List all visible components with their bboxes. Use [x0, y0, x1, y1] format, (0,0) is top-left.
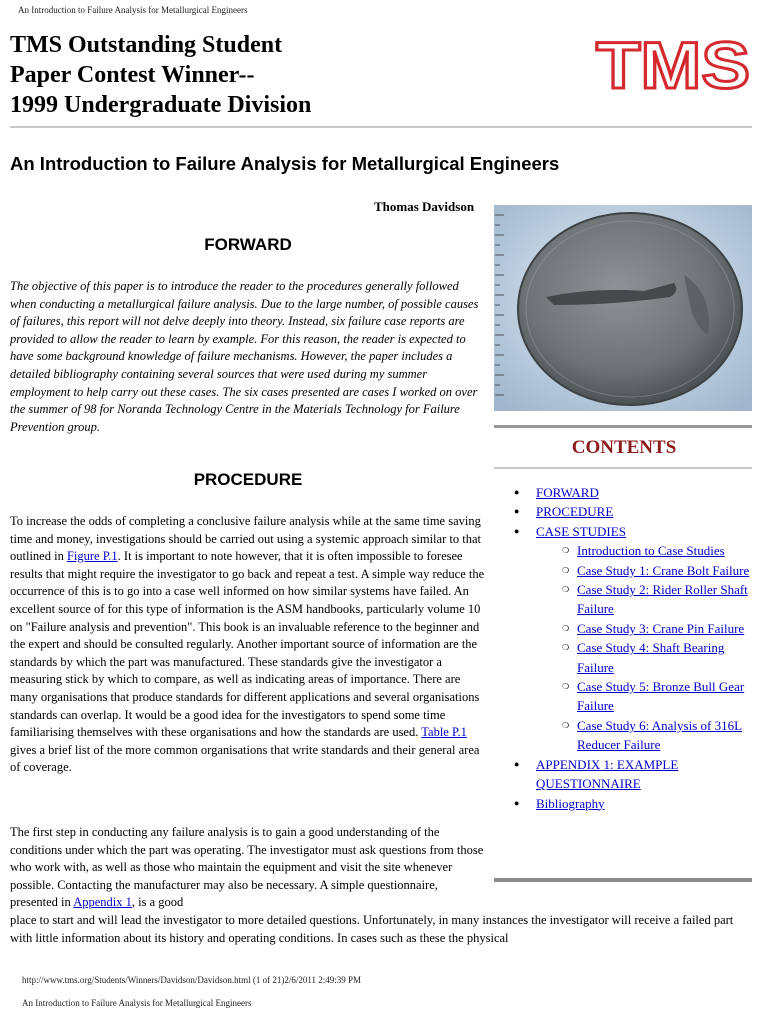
case-studies-sublist: [536, 541, 756, 754]
tms-logo: [594, 34, 752, 94]
banner-line-2: Paper Contest Winner--: [10, 62, 255, 88]
procedure-paragraph-1: [10, 513, 488, 777]
header-divider: [10, 126, 752, 128]
list-item: [506, 502, 756, 521]
toc-link-case-5[interactable]: Case Study 5: Bronze Bull Gear Failure: [577, 679, 745, 714]
procedure-heading: PROCEDURE: [193, 470, 303, 489]
list-item: [536, 677, 756, 716]
list-item: [506, 522, 756, 755]
list-item: [506, 794, 756, 813]
banner-line-3: 1999 Undergraduate Division: [10, 92, 312, 118]
logo-text: TMS: [596, 34, 750, 94]
list-item: [536, 541, 756, 560]
list-item: [536, 638, 756, 677]
contents-heading: CONTENTS: [571, 437, 677, 458]
toc-link-case-intro[interactable]: Introduction to Case Studies: [577, 543, 725, 559]
list-item: [506, 483, 756, 502]
banner-line-1: TMS Outstanding Student: [10, 32, 283, 58]
contents-divider: [494, 467, 752, 469]
toc-link-case-4[interactable]: Case Study 4: Shaft Bearing Failure: [577, 640, 725, 675]
paragraph-text: gives a brief list of the more common organisations that write standards and their general area of coverage.: [10, 742, 480, 775]
toc-link-procedure[interactable]: PROCEDURE: [536, 504, 614, 520]
procedure-paragraph-2: [10, 824, 488, 912]
contents-top-rule: [494, 425, 752, 428]
paragraph-text: , is a good: [131, 895, 184, 910]
paragraph-text: . It is important to note however, that it is often impossible to foresee results that might require the investigator to go back and repeat a test. A simple way reduce the occurrence of this is to go into a case well informed on how similar systems have failed. An excellent source of for this type of information is the ASM handbooks, particularly volume 10 on "Failure analysis and prevention". This book is an invaluable reference to the beginner and the expert and should be consulted regularly. Another important source of information are the standards by which the part was manufactured. These standards give the investigator a measuring stick by which to compare, as well as indicating areas of importance. There are many organisations that produce standards for different applications and several organisations standards can overlap. It would be a good idea for the investigators to spend some time familiarising themselves with these organisations and how the standards are used.: [10, 549, 485, 740]
print-header-title: An Introduction to Failure Analysis for Metallurgical Engineers: [18, 5, 248, 15]
toc-link-forward[interactable]: FORWARD: [536, 485, 599, 500]
toc-link-bibliography[interactable]: Bibliography: [536, 795, 605, 811]
paragraph-text: To increase the odds of completing a conclusive failure analysis while at the same time saving time and money, investigations should be carried out using a systemic approach similar to that outlined in: [10, 514, 481, 564]
forward-text: The objective of this paper is to introduce the reader to the procedures generally followed when conducting a metallurgical failure analysis. Due to the large number, of possible causes of failures, this report will not delve deeply into theory. Instead, six failure case reports are provided to allow the reader to learn by example. For this reason, the reader is expected to have some background knowledge of failure mechanisms. However, the paper includes a detailed bibliography containing several sources that were used during my summer employment to help carry out these cases. The six cases presented are cases I worked on over the summer of 98 for Noranda Technology Centre in the Materials Technology for Failure Prevention group.: [10, 279, 479, 434]
fracture-surface-photo: [494, 205, 752, 411]
procedure-paragraph-2-continued: place to start and will lead the investigator to more detailed questions. Unfortunately, in many instances the investigator will receive a failed part with little information about its history and operating conditions. In cases such as these the physical: [10, 913, 734, 945]
article-author: Thomas Davidson: [374, 199, 475, 214]
toc-link-case-6[interactable]: Case Study 6: Analysis of 316L Reducer Failure: [577, 717, 743, 753]
toc-link-appendix-1[interactable]: APPENDIX 1: EXAMPLE QUESTIONNAIRE: [536, 756, 679, 792]
figure-p1-link[interactable]: Figure P.1: [66, 549, 118, 564]
toc-link-case-2[interactable]: Case Study 2: Rider Roller Shaft Failure: [577, 582, 748, 617]
banner-heading: [10, 30, 590, 120]
list-item: [536, 716, 756, 755]
print-footer-url: http://www.tms.org/Students/Winners/Davidson/Davidson.html (1 of 21)2/6/2011 2:49:39 PM: [22, 975, 362, 985]
contents-list: [506, 483, 756, 813]
toc-link-case-1[interactable]: Case Study 1: Crane Bolt Failure: [577, 562, 750, 578]
forward-heading: FORWARD: [204, 235, 292, 254]
table-p1-link[interactable]: Table P.1: [421, 725, 467, 740]
contents-bottom-rule: [494, 878, 752, 882]
toc-link-case-3[interactable]: Case Study 3: Crane Pin Failure: [577, 620, 745, 636]
list-item: [506, 755, 756, 794]
next-page-header-title: An Introduction to Failure Analysis for Metallurgical Engineers: [22, 998, 252, 1008]
appendix-1-link[interactable]: Appendix 1: [73, 895, 132, 910]
paragraph-text: The first step in conducting any failure analysis is to gain a good understanding of the conditions under which the part was operating. The investigator must ask questions from those who work with, as well as those who maintain the equipment and visit the site whenever possible. Contacting the manufacturer may also be necessary. A simple questionnaire, presented in: [10, 825, 484, 910]
list-item: [536, 561, 756, 580]
toc-link-case-studies[interactable]: CASE STUDIES: [536, 523, 626, 539]
list-item: [536, 580, 756, 619]
article-title: An Introduction to Failure Analysis for Metallurgical Engineers: [10, 153, 560, 174]
list-item: [536, 619, 756, 638]
